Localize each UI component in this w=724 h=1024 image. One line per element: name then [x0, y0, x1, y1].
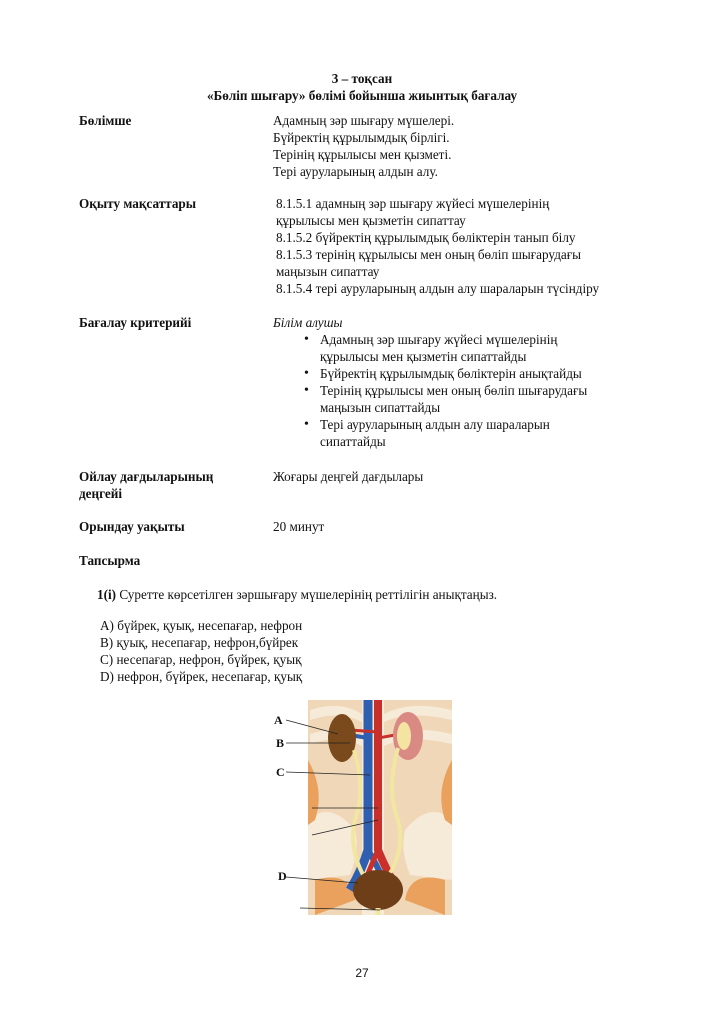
objective-line: құрылысы мен қызметін сипаттау: [276, 213, 466, 228]
criteria-item-line: • Тері ауруларының алдын алу шараларын: [320, 417, 550, 432]
section-line: Терінің құрылысы мен қызметі.: [273, 147, 452, 162]
urinary-system-illustration: [270, 700, 455, 915]
thinking-label-line: деңгейі: [79, 486, 123, 501]
criteria-item-line: сипаттайды: [320, 434, 386, 449]
criteria-item: [273, 365, 587, 382]
criteria-item: [273, 382, 587, 416]
task-question-text: Суретте көрсетілген зәршығару мүшелерінің реттілігін анықтаңыз.: [116, 587, 498, 602]
task-number: 1(i): [97, 587, 117, 602]
urinary-system-figure: [270, 700, 455, 915]
thinking-label: [79, 468, 213, 502]
answer-options: [100, 617, 302, 685]
left-kidney: [328, 714, 356, 762]
figure-label-c: C: [276, 765, 285, 779]
page-number: 27: [355, 966, 369, 980]
task-question: [97, 586, 497, 603]
section-line: Адамның зәр шығару мүшелері.: [273, 113, 455, 128]
objective-line: маңызын сипаттау: [276, 264, 380, 279]
criteria-item: [273, 331, 587, 365]
objective-line: 8.1.5.2 бүйректің құрылымдық бөліктерін танып білу: [276, 230, 576, 245]
criteria-label: Бағалау критерийі: [79, 315, 192, 330]
criteria-list: [273, 331, 587, 450]
task-label: Тапсырма: [79, 553, 141, 568]
criteria-item-line: • Терінің құрылысы мен оның бөліп шығарудағы: [320, 383, 588, 398]
option-c: C) несепағар, нефрон, бүйрек, қуық: [100, 652, 302, 667]
section-label: Бөлімше: [79, 113, 132, 128]
objective-line: 8.1.5.1 адамның зәр шығару жүйесі мүшелерінің: [276, 196, 550, 211]
option-b: B) қуық, несепағар, нефрон,бүйрек: [100, 635, 299, 650]
renal-pelvis: [397, 722, 411, 750]
objective-line: 8.1.5.3 терінің құрылысы мен оның бөліп шығарудағы: [276, 247, 582, 262]
criteria-intro: Білім алушы: [273, 315, 343, 330]
criteria-item: [273, 416, 587, 450]
assessment-title: «Бөліп шығару» бөлімі бойынша жиынтық бағалау: [206, 88, 518, 103]
bladder: [353, 870, 403, 910]
option-d: D) нефрон, бүйрек, несепағар, қуық: [100, 669, 303, 684]
criteria-block: [273, 314, 587, 450]
figure-label-b: B: [276, 736, 285, 750]
thinking-value: Жоғары деңгей дағдылары: [273, 469, 424, 484]
thinking-label-line: Ойлау дағдыларының: [79, 469, 214, 484]
duration-value: 20 минут: [273, 519, 325, 534]
objectives-label: Оқыту мақсаттары: [79, 196, 197, 211]
objective-line: 8.1.5.4 тері ауруларының алдын алу шараларын түсіндіру: [276, 281, 600, 296]
section-topics: [273, 112, 454, 180]
quarter-title: 3 – тоқсан: [331, 71, 393, 86]
section-line: Бүйректің құрылымдық бірлігі.: [273, 130, 450, 145]
figure-label-a: A: [274, 713, 283, 727]
criteria-item-line: құрылысы мен қызметін сипаттайды: [320, 349, 527, 364]
option-a: A) бүйрек, қуық, несепағар, нефрон: [100, 618, 303, 633]
criteria-item-line: маңызын сипаттайды: [320, 400, 441, 415]
section-line: Тері ауруларының алдын алу.: [273, 164, 438, 179]
criteria-item-line: • Бүйректің құрылымдық бөліктерін анықтайды: [320, 366, 582, 381]
objectives-list: [276, 195, 599, 297]
figure-label-d: D: [278, 869, 287, 883]
duration-label: Орындау уақыты: [79, 519, 185, 534]
criteria-item-line: • Адамның зәр шығару жүйесі мүшелерінің: [320, 332, 558, 347]
